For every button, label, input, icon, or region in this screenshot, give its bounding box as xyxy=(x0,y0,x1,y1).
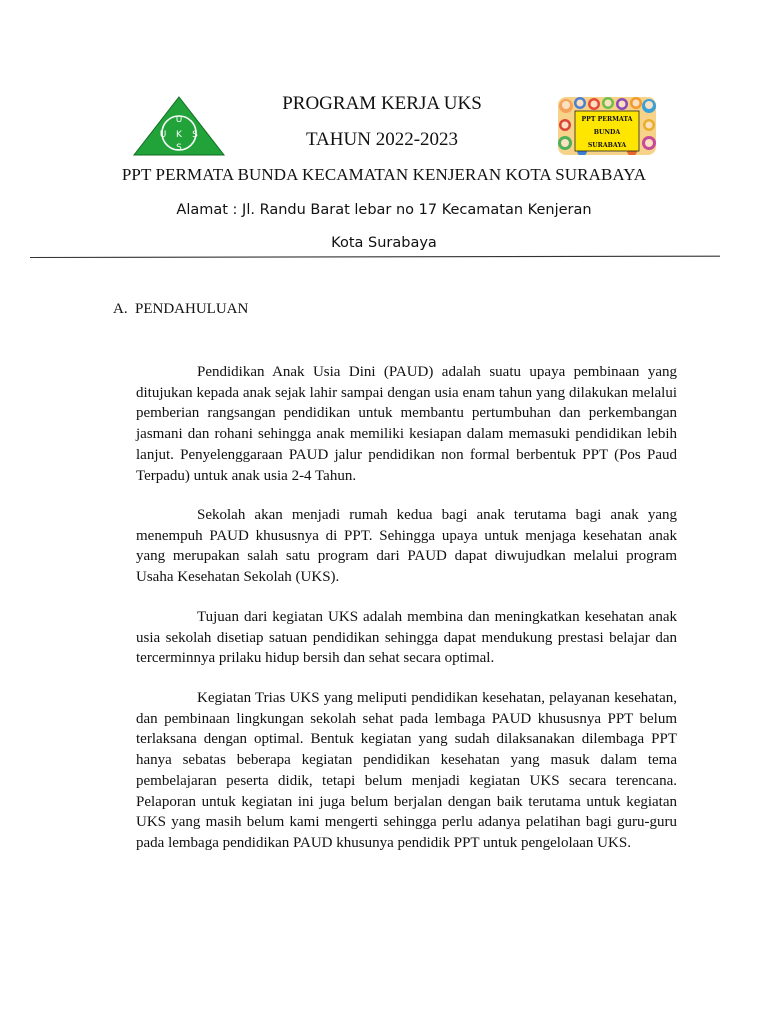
ppt-logo-line2: BUNDA xyxy=(593,129,621,136)
uks-letter-k: K xyxy=(176,130,182,140)
paragraph-3: Tujuan dari kegiatan UKS adalah membina dan meningkatkan kesehatan anak usia sekolah disetiap satuan pendidikan sehingga dapat mendukung prestasi belajar dan tercerminnya prilaku hidup bersih dan sehat secara optimal. xyxy=(136,609,677,667)
paragraph-1: Pendidikan Anak Usia Dini (PAUD) adalah suatu upaya pembinaan yang ditujukan kepada anak sejak lahir sampai dengan usia enam tahun yang dilakukan melalui pemberian rangsangan pendidikan untuk membantu pertumbuhan dan perkembangan jasmani dan rohani sehingga anak memiliki kesiapan dalam memasuki pendidikan lebih lanjut. Penyelenggaraan PAUD jalur pendidikan non formal berbentuk PPT (Pos Paud Terpadu) untuk anak usia 2-4 Tahun. xyxy=(136,364,677,484)
section-number: A. xyxy=(113,301,128,317)
document-year: TAHUN 2022-2023 xyxy=(305,129,459,150)
paragraph-2: Sekolah akan menjadi rumah kedua bagi anak terutama bagi anak yang menempuh PAUD khususnya di PPT. Sehingga upaya untuk menjaga kesehatan anak yang merupakan salah satu program dari PAUD dapat diwujudkan melalui program Usaha Kesehatan Sekolah (UKS). xyxy=(136,507,677,586)
section-title: PENDAHULUAN xyxy=(135,301,249,317)
paragraph-4: Kegiatan Trias UKS yang meliputi pendidikan kesehatan, pelayanan kesehatan, dan pembinaan lingkungan sekolah sehat pada lembaga PAUD khususnya PPT belum terlaksana dengan optimal. Bentuk kegiatan yang sudah dilaksanakan dilembaga PPT hanya sebatas beberapa kegiatan pendidikan kesehatan yang masuk dalam tema pembelajaran peserta didik, tetapi belum menjadi kegiatan UKS secara terencana. Pelaporan untuk kegiatan ini juga belum berjalan dengan baik terutama untuk kegiatan UKS yang masih belum kami mengerti sehingga perlu adanya pelatihan bagi guru-guru pada lembaga pendidikan PAUD khusunya pendidik PPT untuk pengelolaan UKS. xyxy=(136,690,677,851)
uks-letter-u2: U xyxy=(159,130,167,140)
address-line-2: Kota Surabaya xyxy=(331,235,437,251)
header-divider xyxy=(30,255,720,259)
uks-letter-s2: S xyxy=(176,143,182,153)
ppt-logo-line3: SURABAYA xyxy=(587,142,627,149)
uks-letter-u: U xyxy=(175,115,183,125)
uks-letter-s1: S xyxy=(192,130,198,140)
organization-name: PPT PERMATA BUNDA KECAMATAN KENJERAN KOTA SURABAYA xyxy=(121,165,647,184)
address-line-1: Alamat : Jl. Randu Barat lebar no 17 Kecamatan Kenjeran xyxy=(176,202,592,218)
section-heading xyxy=(113,301,248,318)
ppt-logo-line1: PPT PERMATA xyxy=(581,116,633,123)
document-title: PROGRAM KERJA UKS xyxy=(282,93,482,114)
